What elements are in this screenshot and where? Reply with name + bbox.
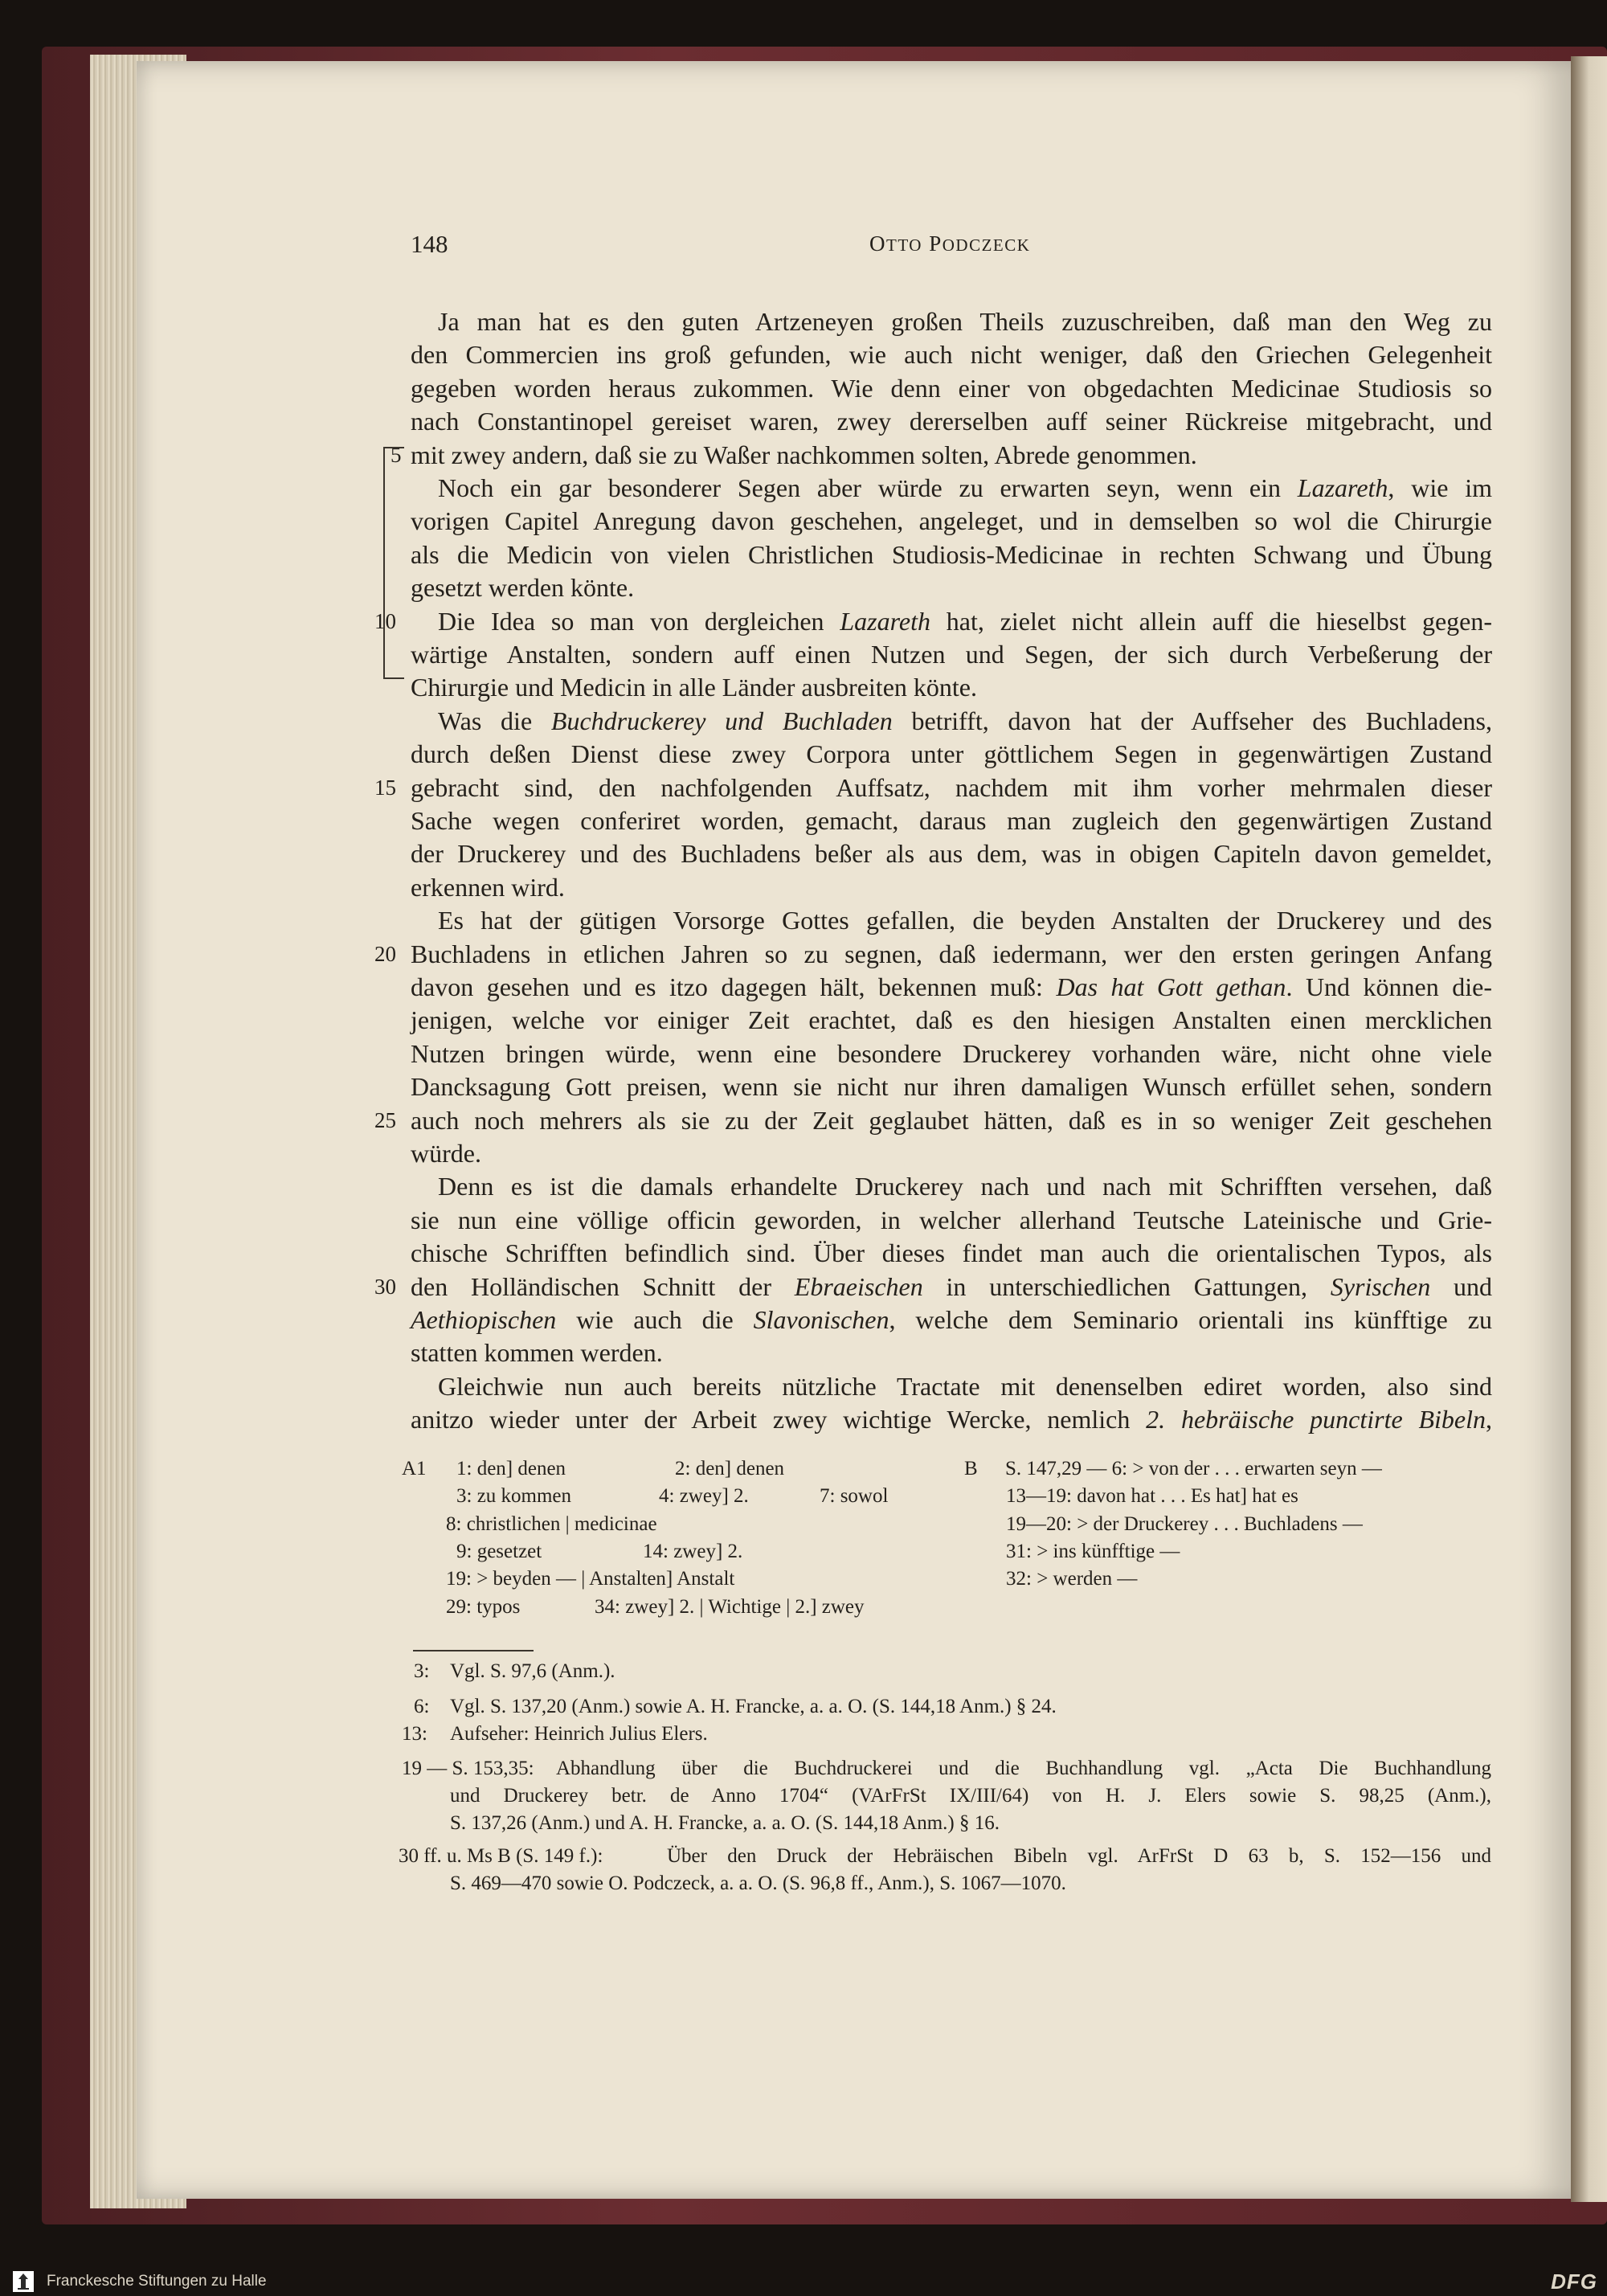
text-line: gegeben worden heraus zukommen. Wie denn einer von obgedachten Medicinae Studiosis so — [411, 373, 1492, 403]
apparatus-entry: 3: zu kommen — [456, 1485, 572, 1508]
text-line: Chirurgie und Medicin in alle Länder ausbreiten könte. — [411, 673, 977, 702]
text-line: vorigen Capitel Anregung davon geschehen, angeleget, und in demselben so wol die Chirurgie — [411, 506, 1492, 536]
text-line: als die Medicin von vielen Christlichen Studiosis-Medicinae in rechten Schwang und Übung — [411, 539, 1492, 569]
text-line: mit zwey andern, daß sie zu Waßer nachkommen solten, Abrede genommen. — [411, 440, 1197, 469]
footnote-text: Vgl. S. 97,6 (Anm.). — [450, 1660, 615, 1682]
apparatus-entry: 4: zwey] 2. — [659, 1485, 749, 1508]
text-line: gebracht sind, den nachfolgenden Auffsatz, nachdem mit ihm vorher mehrmalen dieser — [411, 772, 1492, 802]
text-line: Nutzen bringen würde, wenn eine besondere Druckerey vorhanden wäre, nicht ohne viele — [411, 1038, 1492, 1068]
apparatus-siglum: B — [964, 1458, 978, 1480]
apparatus-entry: S. 147,29 — 6: > von der . . . erwarten seyn — — [1005, 1458, 1382, 1480]
dfg-badge: DFG — [1551, 2269, 1597, 2294]
text-line: chische Schrifften befindlich sind. Über dieses findet man auch die orientalischen Typos, als — [411, 1238, 1492, 1268]
text-line: den Holländischen Schnitt der Ebraeischen in unterschiedlichen Gattungen, Syrischen und — [411, 1271, 1493, 1301]
text-line: wärtige Anstalten, sondern auff einen Nutzen und Segen, der sich durch Verbeßerung der — [411, 640, 1492, 669]
text-line: jenigen, welche vor einiger Zeit erachtet, daß es den hiesigen Anstalten einen mercklichen — [411, 1005, 1492, 1035]
text-line: Was die Buchdruckerey und Buchladen betrifft, davon hat der Auffseher des Buchladens, — [438, 706, 1493, 735]
apparatus-siglum: A1 — [402, 1458, 427, 1480]
footnote-text: und Druckerey betr. de Anno 1704“ (VArFrSt IX/III/64) von H. J. Elers sowie S. 98,25 (Anm.), — [450, 1785, 1491, 1807]
footnote-rule — [413, 1650, 534, 1651]
text-line: Denn es ist die damals erhandelte Druckerey nach und nach mit Schrifften versehen, daß — [438, 1172, 1492, 1201]
apparatus-entry: 31: > ins künfftige — — [1006, 1540, 1180, 1562]
text-line: Dancksagung Gott preisen, wenn sie nicht nur ihren damaligen Wunsch erfüllet sehen, sondern — [411, 1072, 1492, 1102]
apparatus-entry: 19: > beyden — | Anstalten] Anstalt — [446, 1568, 735, 1590]
text-line: Ja man hat es den guten Artzeneyen großen Theils zuzuschreiben, daß man den Weg zu — [438, 307, 1492, 336]
text-line: statten kommen werden. — [411, 1338, 663, 1368]
page-gutter — [1571, 56, 1607, 2202]
apparatus-entry: 9: gesetzet — [456, 1540, 542, 1562]
apparatus-entry: 14: zwey] 2. — [643, 1540, 743, 1562]
text-line: erkennen wird. — [411, 872, 565, 902]
footnote-ref: 13: — [402, 1723, 427, 1745]
running-title — [869, 231, 1030, 256]
footnote-ref: 30 ff. u. Ms B (S. 149 f.): — [399, 1845, 603, 1867]
footer-institution: Franckesche Stiftungen zu Halle — [47, 2273, 267, 2290]
text-line: anitzo wieder unter der Arbeit zwey wichtige Wercke, nemlich 2. hebräische punctirte Bibeln, — [411, 1405, 1493, 1434]
text-line: Buchladens in etlichen Jahren so zu segnen, daß iedermann, wer den ersten geringen Anfang — [411, 939, 1492, 968]
text-line: nach Constantinopel gereiset waren, zwey dererselben auff seiner Rückreise mitgebracht, und — [411, 407, 1492, 436]
apparatus-entry: 34: zwey] 2. | Wichtige | 2.] zwey — [595, 1595, 865, 1618]
text-line: Es hat der gütigen Vorsorge Gottes gefallen, die beyden Anstalten der Druckerey und des — [438, 906, 1492, 935]
text-line: Noch ein gar besonderer Segen aber würde zu erwarten seyn, wenn ein Lazareth, wie im — [438, 473, 1493, 502]
text-line: Aethiopischen wie auch die Slavonischen, welche dem Seminario orientali ins künfftige zu — [411, 1305, 1493, 1334]
text-line: Die Idea so man von dergleichen Lazareth hat, zielet nicht allein auff die hieselbst gegen- — [438, 606, 1493, 636]
text-line: Sache wegen conferiret worden, gemacht, daraus man zugleich den gegenwärtigen Zustand — [411, 806, 1492, 835]
text-line: der Druckerey und des Buchladens beßer als aus dem, was in obigen Capiteln davon gemeldet, — [411, 839, 1492, 869]
passage-bracket — [383, 447, 404, 679]
footnote-text: Vgl. S. 137,20 (Anm.) sowie A. H. Francke, a. a. O. (S. 144,18 Anm.) § 24. — [450, 1696, 1057, 1717]
apparatus-entry: 29: typos — [446, 1595, 521, 1618]
footnote-text: S. 137,26 (Anm.) und A. H. Francke, a. a. O. (S. 144,18 Anm.) § 16. — [450, 1812, 1000, 1834]
text-line: Gleichwie nun auch bereits nützliche Tractate mit denenselben ediret worden, also sind — [438, 1371, 1492, 1401]
apparatus-entry: 13—19: davon hat . . . Es hat] hat es — [1006, 1485, 1298, 1508]
text-line: sie nun eine völlige officin geworden, in welcher allerhand Teutsche Lateinische und Grie- — [411, 1205, 1492, 1234]
text-line: auch noch mehrers als sie zu der Zeit geglaubet hätten, daß es in so weniger Zeit geschehen — [411, 1105, 1492, 1135]
apparatus-entry: 7: sowol — [820, 1485, 889, 1508]
running-title-text: OTTO PODCZECK — [869, 231, 1031, 256]
footnote-text: S. 469—470 sowie O. Podczeck, a. a. O. (S. 96,8 ff., Anm.), S. 1067—1070. — [450, 1872, 1066, 1894]
apparatus-entry: 2: den] denen — [675, 1458, 785, 1480]
apparatus-entry: 1: den] denen — [456, 1458, 566, 1480]
footnote-ref: 3: — [414, 1660, 430, 1682]
apparatus-entry: 32: > werden — — [1006, 1568, 1138, 1590]
footnote-ref: 19 — S. 153,35: — [402, 1758, 534, 1779]
footnote-text: Über den Druck der Hebräischen Bibeln vgl. ArFrSt D 63 b, S. 152—156 und — [667, 1845, 1491, 1867]
footer-bar — [0, 2268, 1607, 2296]
text-line: davon gesehen und es itzo dagegen hält, bekennen muß: Das hat Gott gethan. Und können die- — [411, 972, 1493, 1001]
text-line: den Commercien ins groß gefunden, wie auch nicht weniger, daß den Griechen Gelegenheit — [411, 340, 1492, 370]
foundation-logo-icon — [13, 2271, 34, 2292]
text-line: würde. — [411, 1139, 481, 1168]
footnote-ref: 6: — [414, 1696, 430, 1717]
text-line: durch deßen Dienst diese zwey Corpora unter göttlichem Segen in gegenwärtigen Zustand — [411, 739, 1492, 769]
page-number: 148 — [411, 230, 448, 258]
footnote-text: Aufseher: Heinrich Julius Elers. — [450, 1723, 708, 1745]
text-line: gesetzt werden könte. — [411, 573, 635, 603]
apparatus-entry: 19—20: > der Druckerey . . . Buchladens — — [1006, 1512, 1363, 1535]
apparatus-entry: 8: christlichen | medicinae — [446, 1512, 657, 1535]
footnote-text: Abhandlung über die Buchdruckerei und die Buchhandlung vgl. „Acta Die Buchhandlung — [556, 1758, 1491, 1779]
